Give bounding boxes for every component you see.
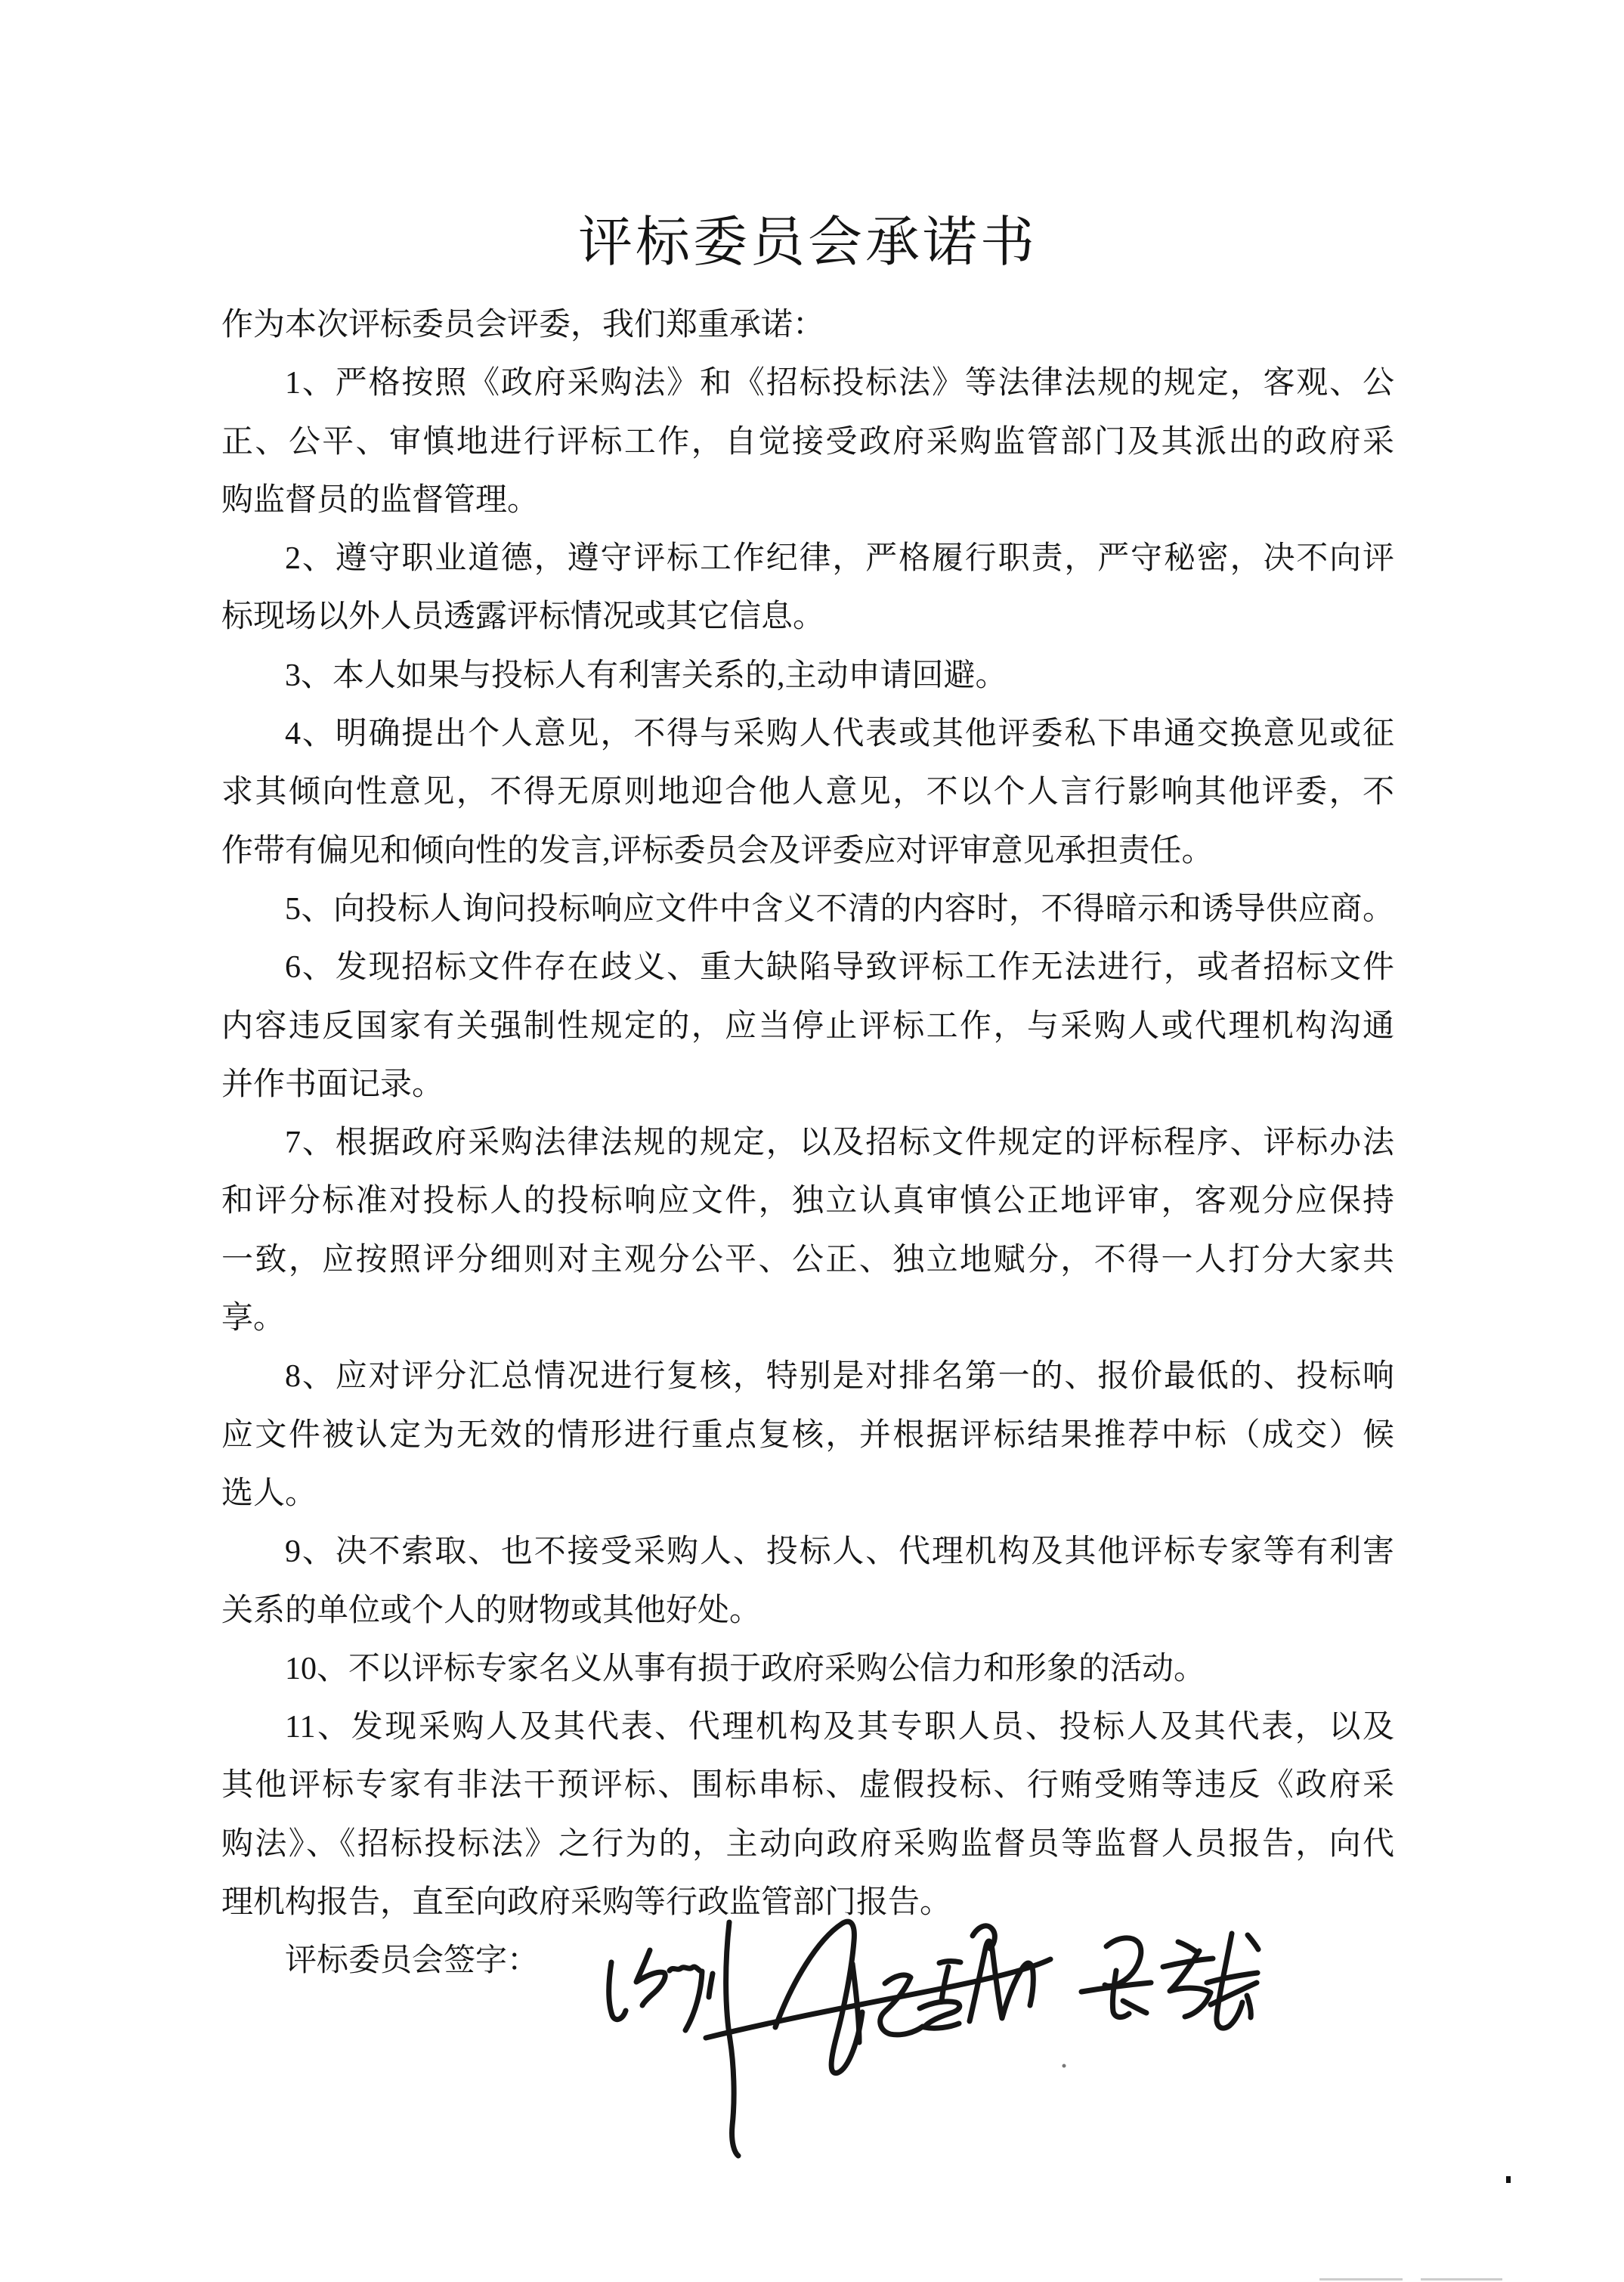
signature-stroke	[852, 1964, 859, 2042]
document-title: 评标委员会承诺书	[577, 212, 1038, 273]
signature-stroke	[636, 1950, 665, 2005]
signature-stroke	[939, 1962, 960, 1963]
text-line: 7、根据政府采购法律法规的规定，以及招标文件规定的评标程序、评标办法	[285, 1126, 1394, 1161]
text-line: 购法》、《招标投标法》之行为的，主动向政府采购监督员等监督人员报告，向代	[221, 1826, 1394, 1862]
signature-stroke	[1178, 1942, 1196, 1952]
text-line: 10、不以评标专家名义从事有损于政府采购公信力和形象的活动。	[285, 1651, 1206, 1686]
text-line: 理机构报告，直至向政府采购等行政监管部门报告。	[221, 1885, 952, 1921]
ink-dot	[1506, 2176, 1511, 2183]
signature-stroke	[1105, 1938, 1141, 1986]
signature-stroke	[775, 1921, 862, 2073]
signature-stroke	[920, 2002, 960, 2028]
text-line: 作为本次评标委员会评委，我们郑重承诺：	[221, 308, 825, 342]
text-line: 2、遵守职业道德，遵守评标工作纪律，严格履行职责，严守秘密，决不向评	[285, 541, 1394, 577]
signature-stroke	[880, 1975, 923, 2035]
ink-speck	[1063, 2064, 1066, 2068]
text-line: 购监督员的监督管理。	[221, 482, 540, 518]
text-line: 3、本人如果与投标人有利害关系的,主动申请回避。	[285, 658, 1007, 693]
signature-stroke	[1217, 1934, 1242, 2028]
signature-stroke	[1248, 1935, 1258, 1949]
signature-stroke	[670, 1967, 700, 1971]
signature-stroke	[1207, 1973, 1257, 1983]
signature-stroke	[709, 1974, 713, 1997]
text-line: 内容违反国家有关强制性规定的，应当停止评标工作，与采购人或代理机构沟通	[221, 1008, 1394, 1044]
text-line: 8、应对评分汇总情况进行复核，特别是对排名第一的、报价最低的、投标响	[285, 1359, 1394, 1395]
signature-2	[706, 1921, 1050, 2073]
text-line: 11、发现采购人及其代表、代理机构及其专职人员、投标人及其代表，以及	[285, 1710, 1394, 1745]
text-line: 并作书面记录。	[221, 1067, 444, 1102]
scan-edge-smudge	[1319, 2278, 1403, 2280]
text-line: 作带有偏见和倾向性的发言,评标委员会及评委应对评审意见承担责任。	[221, 833, 1214, 869]
signature-stroke	[970, 1941, 1033, 2021]
text-line: 6、发现招标文件存在歧义、重大缺陷导致评标工作无法进行，或者招标文件	[285, 950, 1394, 986]
text-line: 享。	[221, 1301, 286, 1336]
text-line: 9、决不索取、也不接受采购人、投标人、代理机构及其他评标专家等有利害	[285, 1534, 1394, 1570]
text-line: 其他评标专家有非法干预评标、围标串标、虚假投标、行贿受贿等违反《政府采	[221, 1768, 1394, 1804]
text-line: 标现场以外人员透露评标情况或其它信息。	[221, 599, 825, 635]
text-line: 评标委员会签字：	[285, 1943, 540, 1979]
text-line: 1、严格按照《政府采购法》和《招标投标法》等法律法规的规定，客观、公	[285, 366, 1394, 401]
signature-stroke	[942, 1967, 948, 2000]
text-line: 选人。	[221, 1475, 317, 1511]
text-line: 应文件被认定为无效的情形进行重点复核，并根据评标结果推荐中标（成交）候	[221, 1417, 1394, 1453]
text-line: 4、明确提出个人意见，不得与采购人代表或其他评委私下串通交换意见或征	[285, 717, 1394, 752]
signature-stroke	[1123, 2001, 1146, 2013]
text-line: 正、公平、审慎地进行评标工作，自觉接受政府采购监管部门及其派出的政府采	[221, 424, 1394, 460]
text-line: 一致，应按照评分细则对主观分公平、公正、独立地赋分，不得一人打分大家共	[221, 1242, 1394, 1277]
signature-stroke	[726, 1922, 738, 2156]
text-line: 求其倾向性意见，不得无原则地迎合他人意见，不以个人言行影响其他评委，不	[221, 775, 1394, 810]
scan-edge-smudge	[1421, 2278, 1502, 2280]
signature-1	[609, 1922, 738, 2156]
signature-3	[1081, 1934, 1258, 2028]
text-line: 关系的单位或个人的财物或其他好处。	[221, 1593, 762, 1628]
signature-stroke	[609, 1962, 626, 2020]
signature-stroke	[1247, 1996, 1251, 2017]
text-line: 和评分标准对投标人的投标响应文件，独立认真审慎公正地评审，客观分应保持	[221, 1184, 1394, 1219]
text-line: 5、向投标人询问投标响应文件中含义不清的内容时，不得暗示和诱导供应商。	[285, 891, 1394, 927]
signature-stroke	[685, 1971, 702, 2030]
